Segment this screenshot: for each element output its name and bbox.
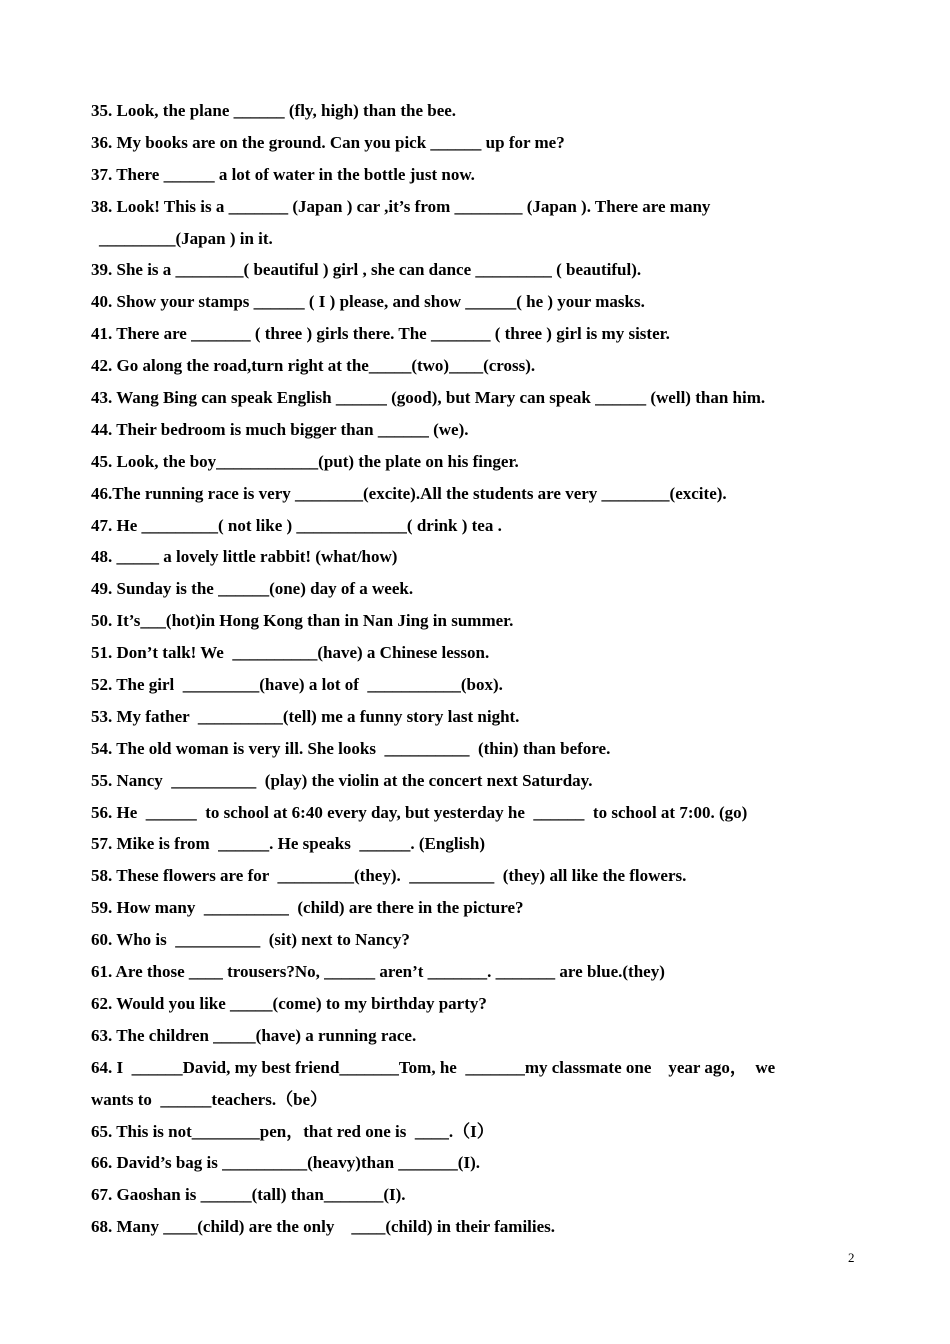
exercise-56: 56. He ______ to school at 6:40 every day, but yesterday he ______ to school at 7:00. (go) bbox=[91, 802, 748, 822]
exercise-39: 39. She is a ________( beautiful ) girl , she can dance _________ ( beautiful). bbox=[91, 260, 642, 280]
exercise-63: 63. The children _____(have) a running race. bbox=[91, 1025, 417, 1045]
exercise-37: 37. There ______ a lot of water in the bottle just now. bbox=[91, 164, 475, 184]
exercise-50: 50. It’s___(hot)in Hong Kong than in Nan Jing in summer. bbox=[91, 611, 514, 631]
exercise-43: 43. Wang Bing can speak English ______ (good), but Mary can speak ______ (well) than him. bbox=[91, 388, 766, 408]
exercise-list bbox=[91, 95, 871, 1243]
exercise-36: 36. My books are on the ground. Can you pick ______ up for me? bbox=[91, 132, 565, 152]
exercise-68: 68. Many ____(child) are the only ____(child) in their families. bbox=[91, 1217, 556, 1237]
exercise-64: 64. I ______David, my best friend_______Tom, he _______my classmate one year ago， we bbox=[91, 1057, 776, 1077]
exercise-46: 46.The running race is very ________(excite).All the students are very ________(excite). bbox=[91, 483, 727, 503]
exercise-42: 42. Go along the road,turn right at the_____(two)____(cross). bbox=[91, 356, 536, 376]
exercise-45: 45. Look, the boy____________(put) the plate on his finger. bbox=[91, 451, 519, 471]
exercise-51: 51. Don’t talk! We __________(have) a Chinese lesson. bbox=[91, 643, 490, 663]
exercise-52: 52. The girl _________(have) a lot of ___________(box). bbox=[91, 675, 503, 695]
exercise-59: 59. How many __________ (child) are there in the picture? bbox=[91, 898, 524, 918]
exercise-67: 67. Gaoshan is ______(tall) than_______(I). bbox=[91, 1185, 406, 1205]
exercise-60: 60. Who is __________ (sit) next to Nancy? bbox=[91, 930, 410, 950]
exercise-38: 38. Look! This is a _______ (Japan ) car ,it’s from ________ (Japan ). There are many bbox=[91, 196, 711, 216]
page-number: 2 bbox=[848, 1250, 855, 1265]
exercise-44: 44. Their bedroom is much bigger than ______ (we). bbox=[91, 419, 469, 439]
exercise-58: 58. These flowers are for _________(they). __________ (they) all like the flowers. bbox=[91, 866, 687, 886]
exercise-54: 54. The old woman is very ill. She looks __________ (thin) than before. bbox=[91, 738, 611, 758]
exercise-35: 35. Look, the plane ______ (fly, high) than the bee. bbox=[91, 101, 457, 120]
exercise-57: 57. Mike is from ______. He speaks ______. (English) bbox=[91, 834, 486, 854]
exercise-66: 66. David’s bag is __________(heavy)than _______(I). bbox=[91, 1153, 480, 1173]
exercise-64-continued: wants to ______teachers.（be） bbox=[91, 1089, 328, 1109]
exercise-55: 55. Nancy __________ (play) the violin at the concert next Saturday. bbox=[91, 770, 593, 790]
exercise-47: 47. He _________( not like ) _____________( drink ) tea . bbox=[91, 515, 502, 535]
exercise-38-continued: _________(Japan ) in it. bbox=[99, 228, 273, 248]
exercise-65: 65. This is not________pen，that red one is ____.（I） bbox=[91, 1121, 494, 1141]
exercise-53: 53. My father __________(tell) me a funny story last night. bbox=[91, 706, 520, 726]
exercise-48: 48. _____ a lovely little rabbit! (what/how) bbox=[91, 547, 398, 567]
exercise-62: 62. Would you like _____(come) to my birthday party? bbox=[91, 993, 487, 1013]
exercise-41: 41. There are _______ ( three ) girls there. The _______ ( three ) girl is my sister. bbox=[91, 324, 670, 344]
exercise-40: 40. Show your stamps ______ ( I ) please, and show ______( he ) your masks. bbox=[91, 292, 645, 312]
exercise-49: 49. Sunday is the ______(one) day of a week. bbox=[91, 579, 414, 599]
exercise-61: 61. Are those ____ trousers?No, ______ aren’t _______. _______ are blue.(they) bbox=[91, 962, 665, 982]
